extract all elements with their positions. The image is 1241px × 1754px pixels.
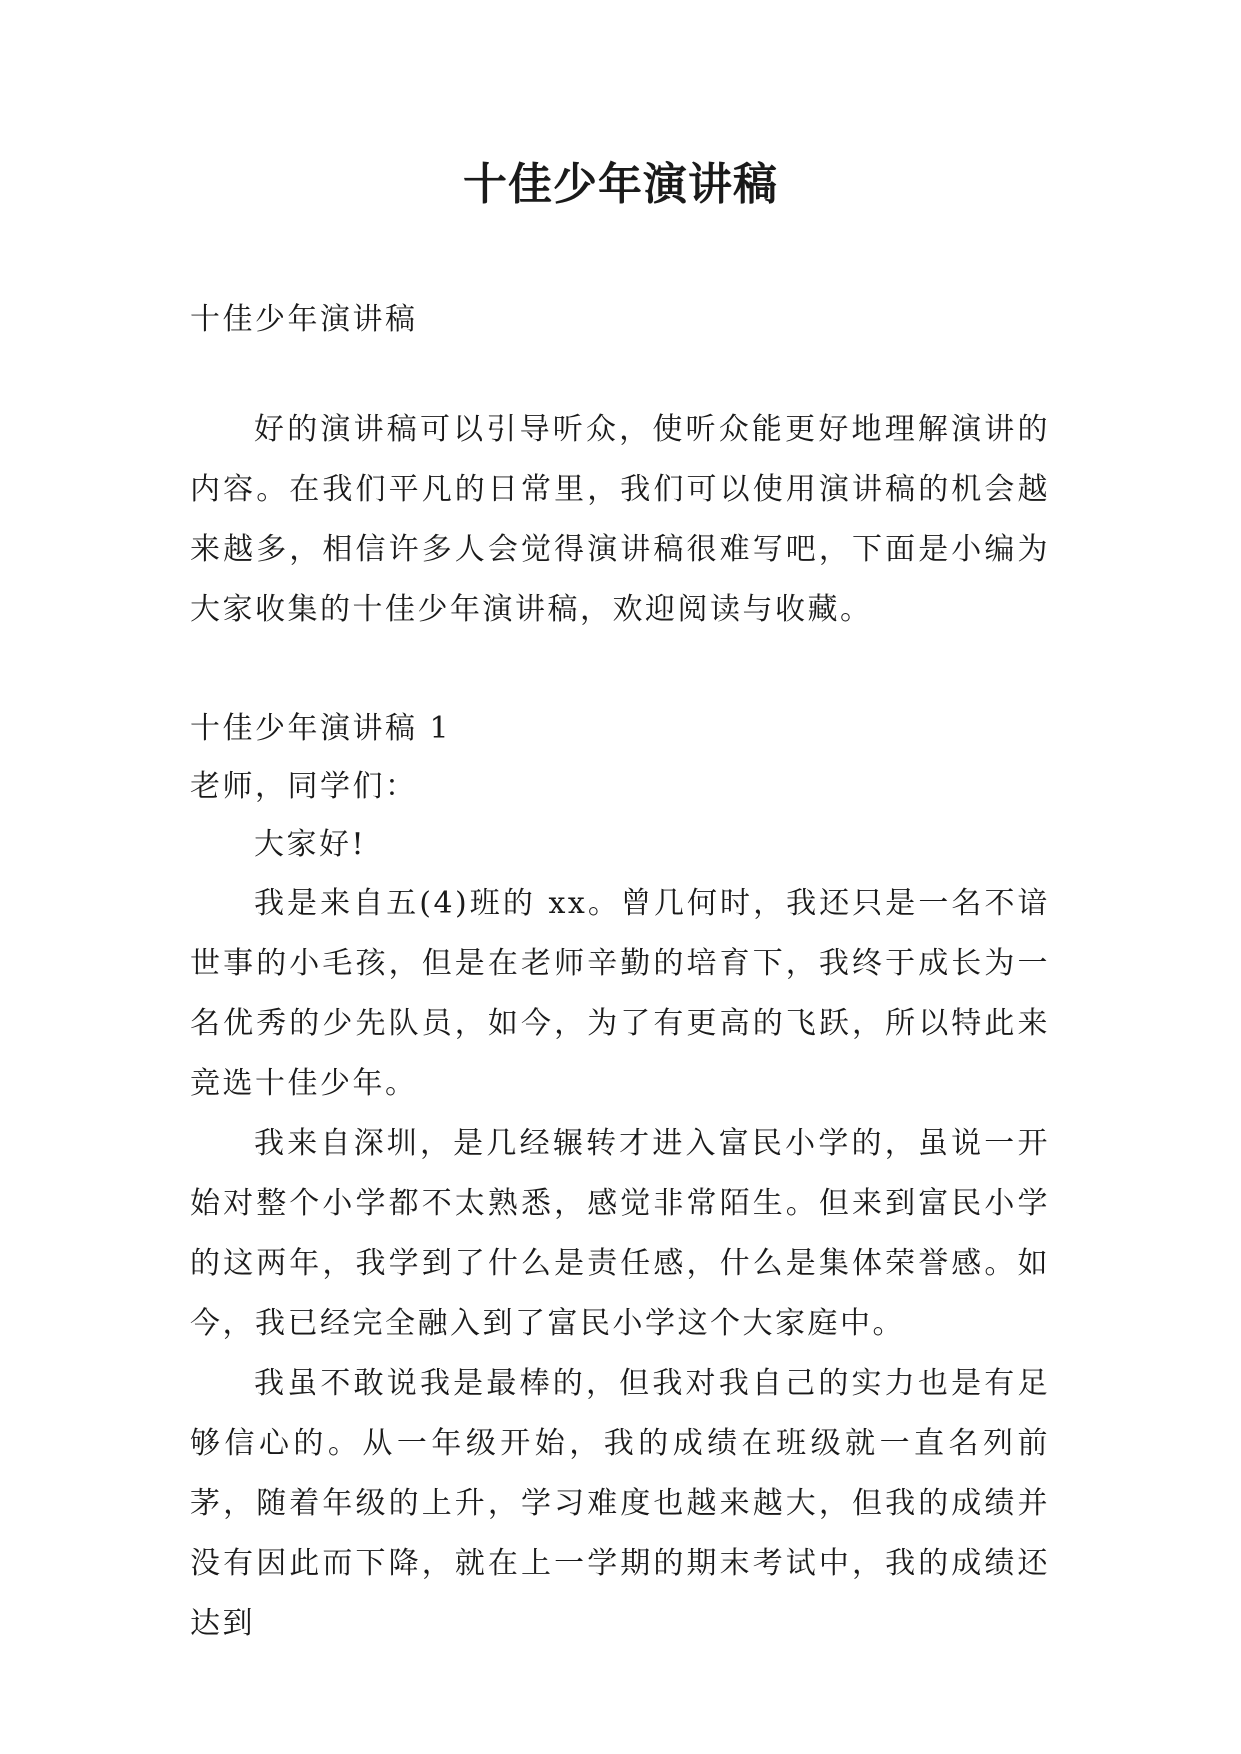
document-body [190,290,1050,1654]
intro-paragraph: 好的演讲稿可以引导听众，使听众能更好地理解演讲的内容。在我们平凡的日常里，我们可以使用演讲稿的机会越来越多，相信许多人会觉得演讲稿很难写吧，下面是小编为大家收集的十佳少年演讲稿，欢迎阅读与收藏。 [190,412,1050,627]
document-subtitle: 十佳少年演讲稿 [190,302,418,337]
section-heading: 十佳少年演讲稿 1 [190,711,452,746]
body-paragraph-1: 我是来自五(4)班的 xx。曾几何时，我还只是一名不谙世事的小毛孩，但是在老师辛勤的培育下，我终于成长为一名优秀的少先队员，如今，为了有更高的飞跃，所以特此来竞选十佳少年。 [190,886,1050,1101]
document-title: 十佳少年演讲稿 [463,159,778,210]
spacer [190,640,1050,700]
body-paragraph-3: 我虽不敢说我是最棒的，但我对我自己的实力也是有足够信心的。从一年级开始，我的成绩在班级就一直名列前茅，随着年级的上升，学习难度也越来越大，但我的成绩并没有因此而下降，就在上一学期的期末考试中，我的成绩还达到 [190,1366,1050,1641]
salutation: 老师，同学们： [190,769,418,804]
body-paragraph-2: 我来自深圳，是几经辗转才进入富民小学的，虽说一开始对整个小学都不太熟悉，感觉非常陌生。但来到富民小学的这两年，我学到了什么是责任感，什么是集体荣誉感。如今，我已经完全融入到了富民小学这个大家庭中。 [190,1126,1050,1341]
greeting: 大家好! [254,827,367,862]
spacer [190,350,1050,400]
